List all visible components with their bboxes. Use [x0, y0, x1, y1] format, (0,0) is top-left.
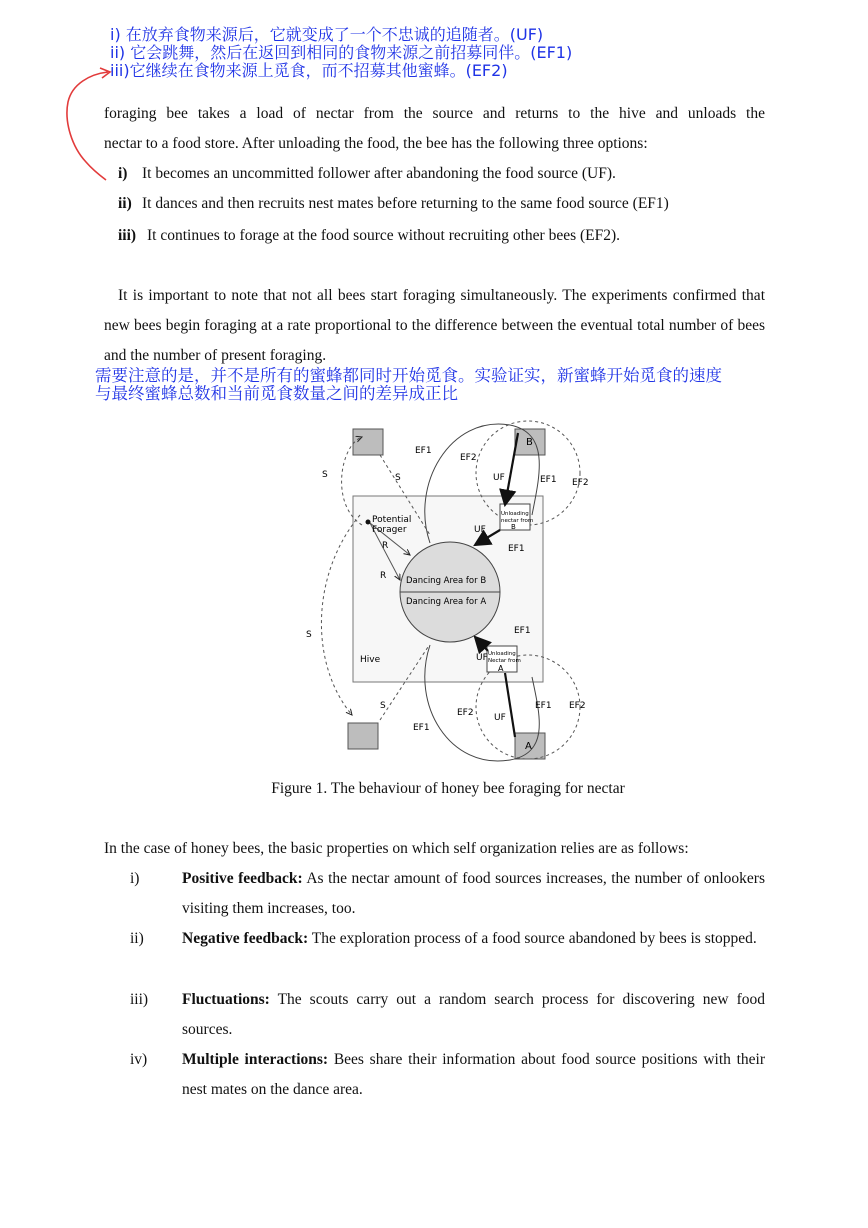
svg-text:EF2: EF2 [569, 701, 586, 711]
label-unloading-b-2: nectar from [501, 518, 534, 524]
foraging-diagram [300, 415, 600, 770]
label-dance-a: Dancing Area for A [406, 597, 487, 607]
label-source-a: A [525, 741, 532, 752]
annotation-middle-line-1: 需要注意的是，并不是所有的蜜蜂都同时开始觅食。实验证实，新蜜蜂开始觅食的速度 [95, 366, 722, 385]
svg-text:EF1: EF1 [413, 723, 430, 733]
svg-text:S: S [306, 630, 312, 640]
svg-text:EF1: EF1 [535, 701, 552, 711]
svg-text:S: S [380, 701, 386, 711]
svg-text:EF2: EF2 [572, 478, 589, 488]
option-number: i) [118, 165, 128, 182]
para2: It is important to note that not all bees start foraging simultaneously. The experiments confirmed that new bees begin foraging at a rate proportional to the difference between the eventual total number of bees and the number of present foraging. [104, 287, 765, 364]
property-item: Multiple interactions: Bees share their information about food source positions with their nest mates on the dance area. [182, 1051, 766, 1098]
para1-line2: nectar to a food store. After unloading the food, the bee has the following three options: [104, 135, 648, 152]
property-item: Positive feedback: As the nectar amount of food sources increases, the number of onlookers visiting them increases, too. [182, 870, 765, 917]
label-unloading-b-1: Unloading [501, 511, 529, 517]
svg-text:R: R [380, 571, 387, 581]
property-item: Fluctuations: The scouts carry out a random search process for discovering new food sources. [182, 991, 765, 1038]
option-text: It becomes an uncommitted follower after abandoning the food source (UF). [142, 165, 616, 182]
label-source-b: B [526, 437, 533, 448]
svg-text:EF2: EF2 [457, 708, 474, 718]
property-number: ii) [130, 930, 144, 947]
annotation-line-2: ii) 它会跳舞，然后在返回到相同的食物来源之前招募同伴。(EF1) [110, 43, 573, 62]
option-number: ii) [118, 195, 132, 212]
svg-text:EF1: EF1 [415, 446, 432, 456]
svg-text:EF1: EF1 [514, 626, 531, 636]
svg-text:R: R [382, 541, 389, 551]
option-text: It continues to forage at the food source without recruiting other bees (EF2). [147, 227, 621, 244]
red-bracket-arrow-icon [60, 62, 120, 187]
label-potential: Potential [372, 515, 412, 525]
svg-text:EF1: EF1 [508, 544, 525, 554]
figure-caption: Figure 1. The behaviour of honey bee foraging for nectar [271, 780, 625, 797]
label-unloading-b-3: B [511, 523, 516, 531]
svg-text:UF: UF [474, 525, 486, 535]
svg-text:UF: UF [494, 713, 506, 723]
property-number: iv) [130, 1051, 148, 1068]
property-number: i) [130, 870, 140, 887]
label-unloading-a-2: Nectar from [488, 658, 521, 664]
svg-text:UF: UF [493, 473, 505, 483]
scout-square-top [353, 429, 383, 455]
svg-text:UF: UF [476, 653, 488, 663]
svg-text:S: S [322, 470, 328, 480]
label-hive: Hive [360, 655, 381, 665]
label-unloading-a-1: Unloading [488, 651, 516, 657]
svg-text:EF1: EF1 [540, 475, 557, 485]
label-unloading-a-3: A [498, 664, 504, 673]
annotation-middle-line-2: 与最终蜜蜂总数和当前觅食数量之间的差异成正比 [95, 384, 458, 403]
svg-text:EF2: EF2 [460, 453, 477, 463]
label-dance-b: Dancing Area for B [406, 576, 487, 586]
scout-square-bottom [348, 723, 378, 749]
option-number: iii) [118, 227, 137, 244]
property-number: iii) [130, 991, 149, 1008]
property-item: Negative feedback: The exploration process of a food source abandoned by bees is stopped. [182, 930, 757, 947]
annotation-line-3: iii)它继续在食物来源上觅食，而不招募其他蜜蜂。(EF2) [110, 61, 508, 80]
svg-text:S: S [395, 473, 401, 483]
annotation-line-1: i) 在放弃食物来源后，它就变成了一个不忠诚的追随者。(UF) [110, 25, 544, 44]
label-forager: Forager [372, 525, 407, 535]
para1-line1: foraging bee takes a load of nectar from the source and returns to the hive and unloads the [104, 105, 765, 122]
para3: In the case of honey bees, the basic properties on which self organization relies are as follows: [104, 840, 689, 857]
option-text: It dances and then recruits nest mates before returning to the same food source (EF1) [142, 195, 669, 212]
